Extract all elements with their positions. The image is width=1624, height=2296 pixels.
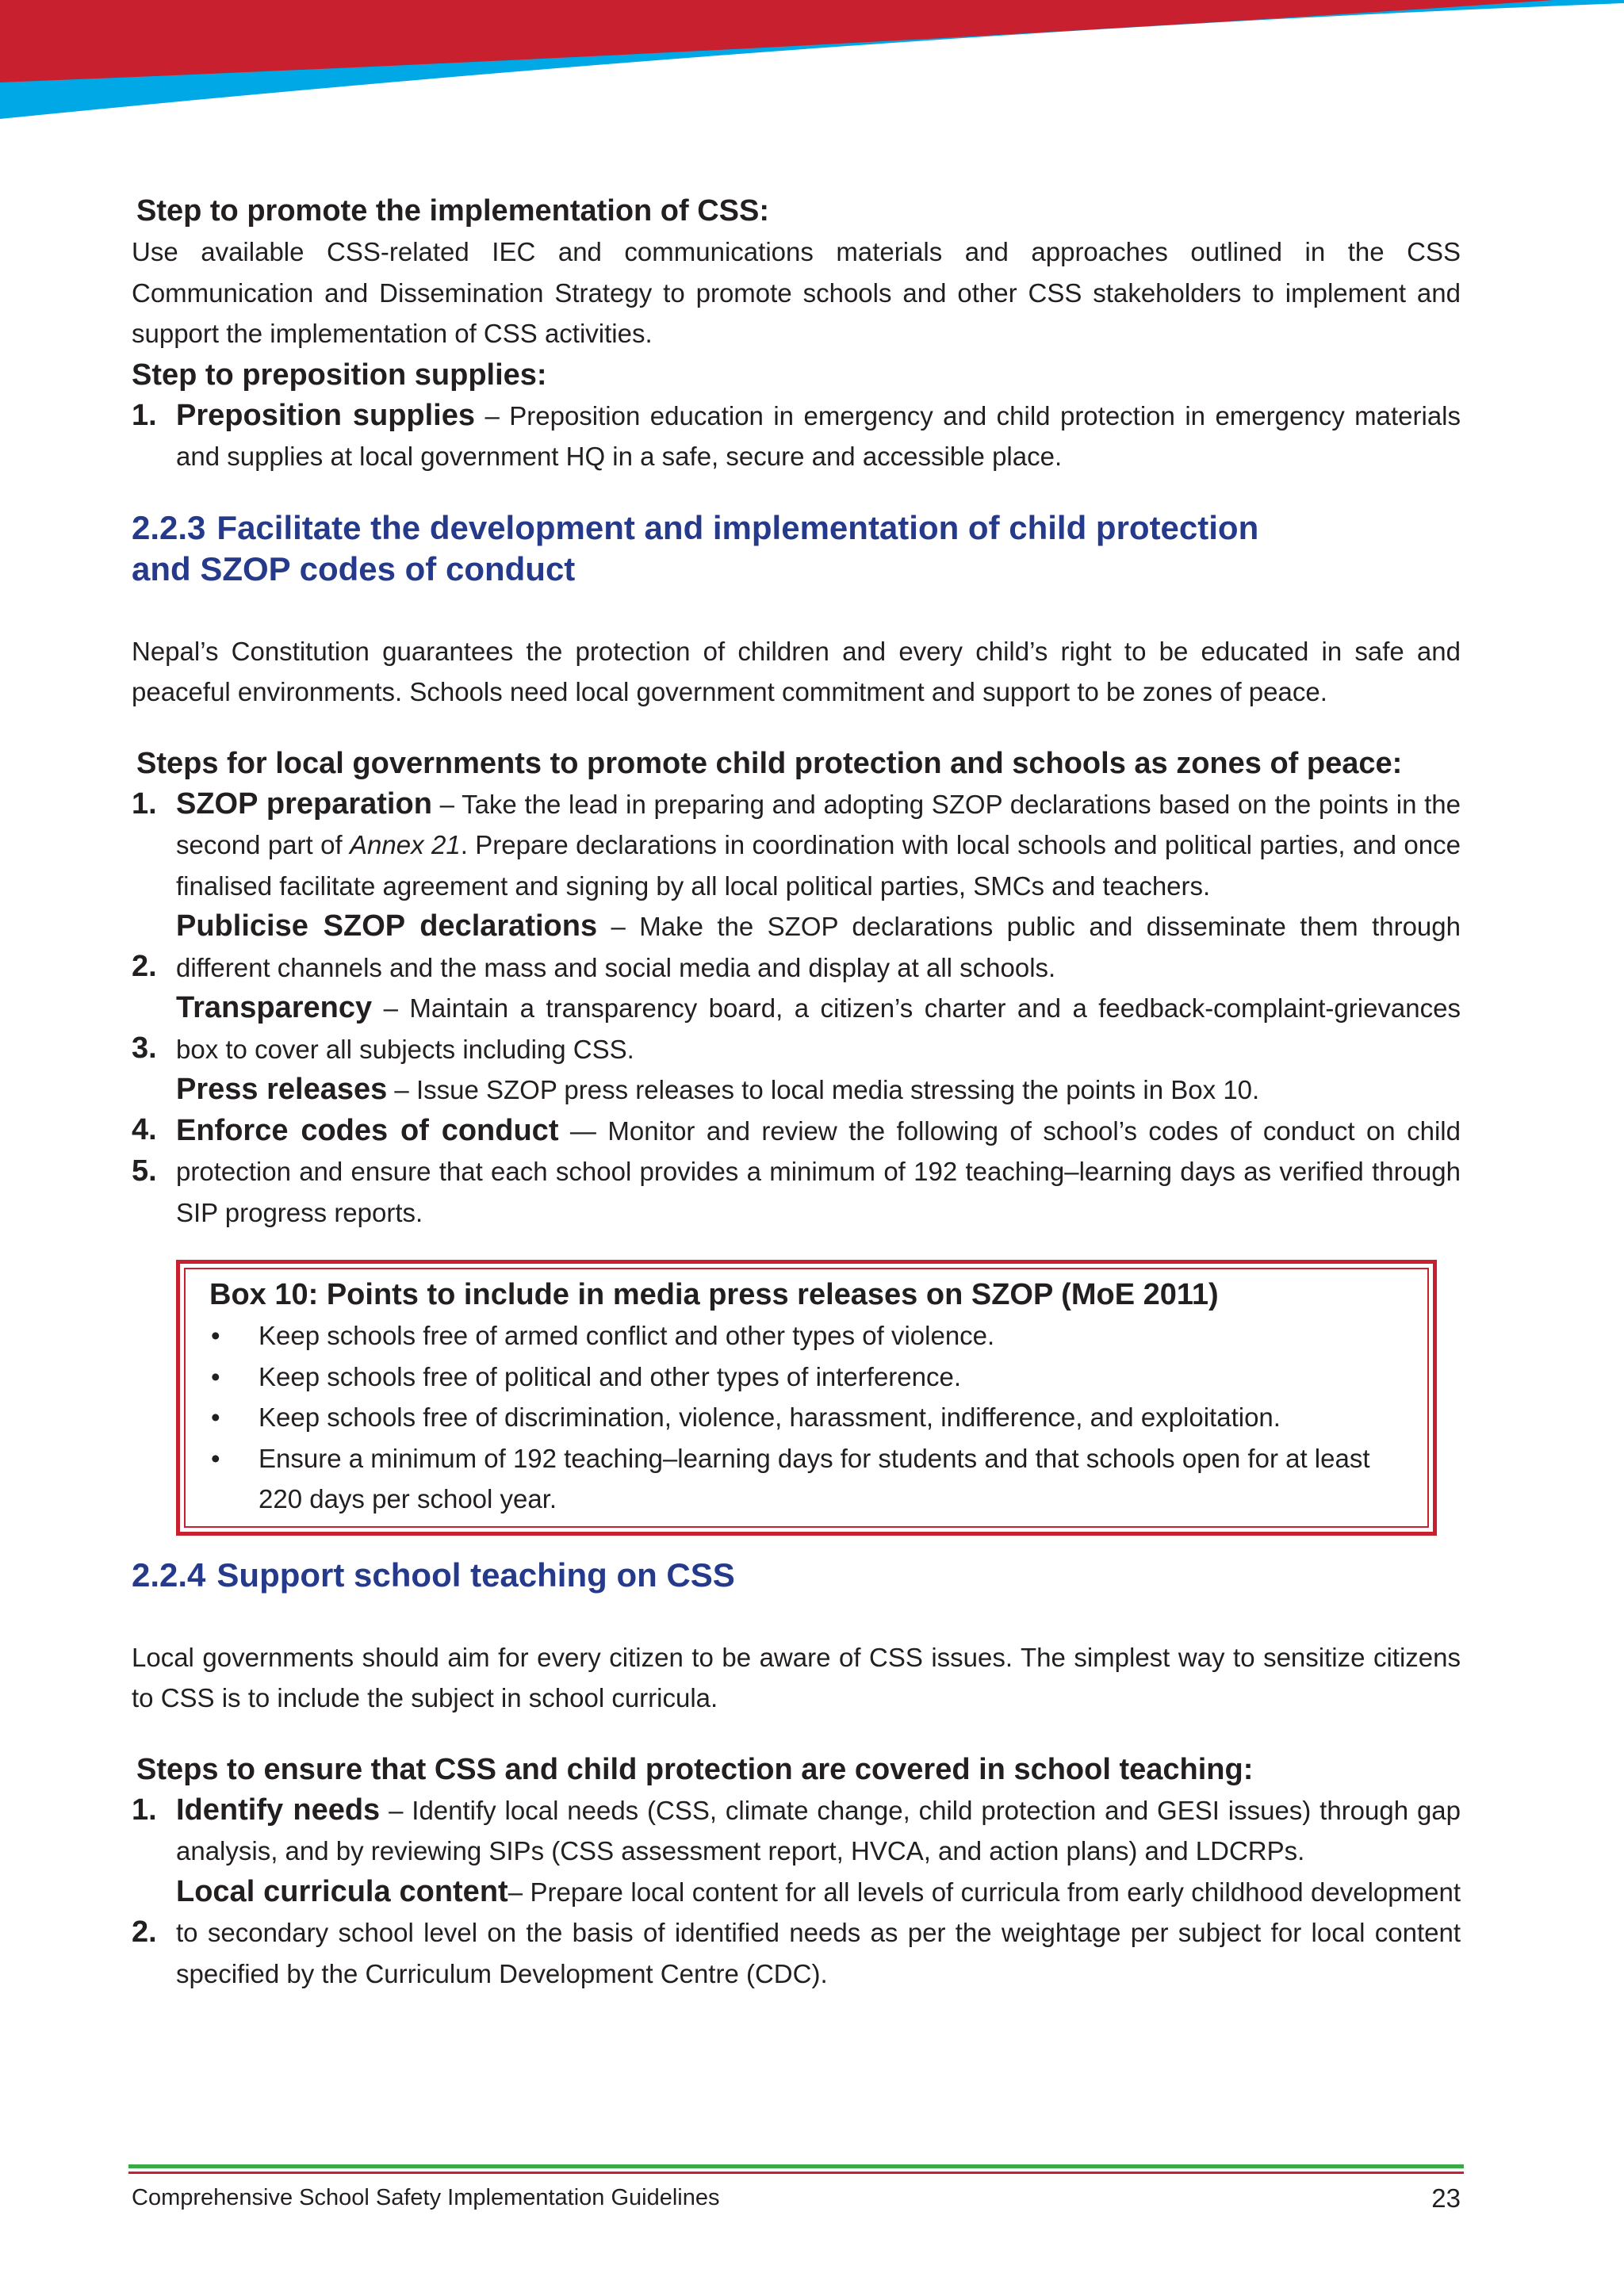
section-number: 2.2.4 <box>132 1556 206 1594</box>
item-text: – Preposition education in emergency and child protection in emergency materials and supplies at local government HQ in a safe, secure and accessible place. <box>176 400 1461 471</box>
item-text: – Prepare local content for all levels of curricula from early childhood development to secondary school level on the basis of identified needs as per the weightage per subject for local content specified by the Curriculum Development Centre (CDC). <box>176 1877 1461 1988</box>
list-item: • Keep schools free of discrimination, violence, harassment, indifference, and exploitation. <box>209 1397 1405 1438</box>
item-number: 2. <box>132 950 157 983</box>
teaching-steps-heading: Steps to ensure that CSS and child protection are covered in school teaching: <box>136 1752 1254 1786</box>
item-lead: Enforce codes of conduct <box>176 1113 559 1147</box>
footer-title: Comprehensive School Safety Implementation Guidelines <box>132 2185 720 2210</box>
item-text: – Take the lead in preparing and adopting SZOP declarations based on the points in the second part of <box>176 789 1461 859</box>
section-2-2-3-title <box>132 507 1461 590</box>
item-text-cont: . Prepare declarations in coordination with local schools and political parties, and once finalised facilitate agreement and signing by all local political parties, SMCs and teachers. <box>176 830 1461 901</box>
item-number: 1. <box>132 398 157 432</box>
list-item: • Keep schools free of political and other types of interference. <box>209 1357 1405 1398</box>
item-number: 2. <box>132 1915 157 1949</box>
list-item <box>132 988 1461 1070</box>
box-10-title: Box 10: Points to include in media press releases on SZOP (MoE 2011) <box>209 1278 1219 1311</box>
item-text: — Monitor and review the following of school’s codes of conduct on child protection and ensure that each school provides a minimum of 192 teaching–learning days as verified through SIP progress reports. <box>176 1115 1461 1227</box>
banner-red-swoosh <box>0 0 1554 82</box>
list-item: • Ensure a minimum of 192 teaching–learning days for students and that schools open for at least 220 days per school year. <box>209 1438 1405 1520</box>
szop-steps-list <box>132 784 1461 1234</box>
item-number: 3. <box>132 1031 157 1065</box>
section-title-line2: and SZOP codes of conduct <box>132 549 576 587</box>
section-2-2-3-intro: Nepal’s Constitution guarantees the protection of children and every child’s right to be educated in safe and peaceful environments. Schools need local government commitment and support to be zones of peace. <box>132 636 1461 706</box>
list-item <box>132 784 1461 907</box>
item-lead: Transparency <box>176 991 373 1024</box>
promote-text: Use available CSS-related IEC and communications materials and approaches outlined in the CSS Communication and Dissemination Strategy to promote schools and other CSS stakeholders to implement and support the implementation of CSS activities. <box>132 237 1461 348</box>
item-text: – Make the SZOP declarations public and disseminate them through different channels and the mass and social media and display at all schools. <box>176 912 1461 982</box>
szop-steps-heading: Steps for local governments to promote child protection and schools as zones of peace: <box>136 746 1403 780</box>
header-banner <box>0 0 1624 135</box>
list-item <box>132 396 1461 477</box>
item-number: 1. <box>132 786 157 821</box>
section-title-line1: Facilitate the development and implementation of child protection <box>216 508 1259 546</box>
footer-rule <box>128 2164 1464 2174</box>
item-number: 5. <box>132 1154 157 1188</box>
box-10-bullets <box>209 1315 1405 1520</box>
list-item <box>132 906 1461 988</box>
list-item <box>132 1872 1461 1995</box>
preposition-list <box>132 396 1461 477</box>
item-lead: Local curricula content <box>176 1874 508 1908</box>
item-lead: Publicise SZOP declarations <box>176 909 598 943</box>
section-2-2-4-title <box>132 1555 1461 1596</box>
item-text: – Issue SZOP press releases to local media stressing the points in Box 10. <box>387 1075 1260 1104</box>
item-lead: Press releases <box>176 1073 388 1106</box>
teaching-steps-list <box>132 1790 1461 1995</box>
section-2-2-4-intro: Local governments should aim for every citizen to be aware of CSS issues. The simplest way to sensitize citizens to CSS is to include the subject in school curricula. <box>132 1642 1461 1712</box>
item-number: 4. <box>132 1113 157 1146</box>
list-item <box>132 1111 1461 1234</box>
preposition-heading: Step to preposition supplies: <box>132 358 547 392</box>
box-10 <box>176 1260 1437 1536</box>
list-item <box>132 1790 1461 1872</box>
item-text: – Maintain a transparency board, a citizen’s charter and a feedback-complaint-grievances box to cover all subjects including CSS. <box>176 993 1461 1064</box>
section-title-text: Support school teaching on CSS <box>216 1556 735 1594</box>
item-lead: SZOP preparation <box>176 786 432 821</box>
item-text: – Identify local needs (CSS, climate change, child protection and GESI issues) through gap analysis, and by reviewing SIPs (CSS assessment report, HVCA, and action plans) and LDCRPs. <box>176 1795 1461 1866</box>
annex-reference: Annex 21 <box>350 830 461 859</box>
item-lead: Preposition supplies <box>176 398 476 432</box>
page-content <box>132 190 1461 1994</box>
item-number: 1. <box>132 1793 157 1827</box>
page-number: 23 <box>1431 2183 1461 2213</box>
promote-heading: Step to promote the implementation of CSS: <box>136 194 770 228</box>
list-item: • Keep schools free of armed conflict and other types of violence. <box>209 1315 1405 1357</box>
section-number: 2.2.3 <box>132 508 206 546</box>
item-lead: Identify needs <box>176 1793 381 1827</box>
